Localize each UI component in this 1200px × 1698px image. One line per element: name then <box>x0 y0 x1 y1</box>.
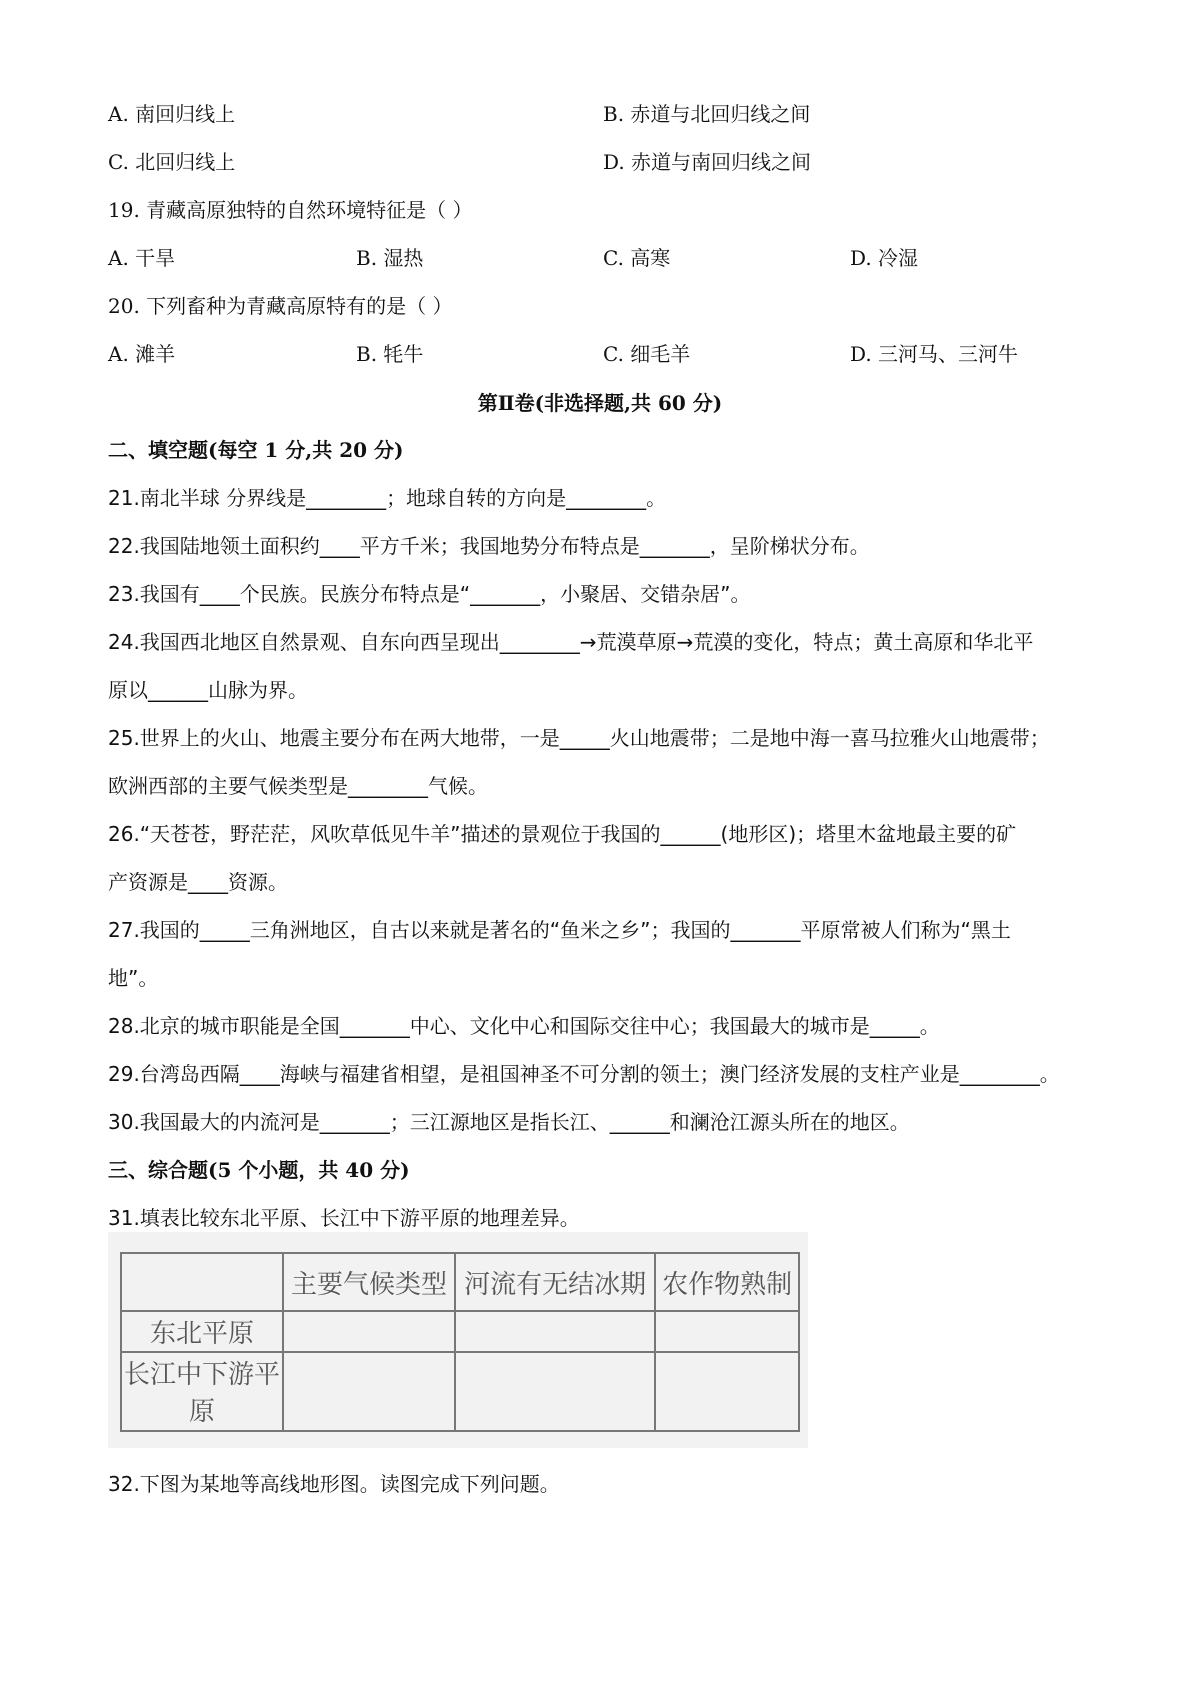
table-header-cell: 农作物熟制 <box>655 1253 799 1311</box>
q32-stem: 32.下图为某地等高线地形图。读图完成下列问题。 <box>108 1472 560 1496</box>
part2-title: 第Ⅱ卷(非选择题,共 60 分) <box>477 391 723 415</box>
q20-option-c: C. 细毛羊 <box>603 342 691 366</box>
table-row-label: 长江中下游平原 <box>121 1352 283 1431</box>
table-header-cell: 河流有无结冰期 <box>455 1253 655 1311</box>
q19-option-d: D. 冷湿 <box>850 246 919 270</box>
q18-option-b: B. 赤道与北回归线之间 <box>603 102 811 126</box>
q19-option-a: A. 干旱 <box>108 246 176 270</box>
fill-line-29: 29.台湾岛西隔____海峡与福建省相望，是祖国神圣不可分割的领土；澳门经济发展的支柱产业是________。 <box>108 1062 1060 1086</box>
section3-title: 三、综合题(5 个小题，共 40 分) <box>108 1158 410 1182</box>
q19-option-c: C. 高寒 <box>603 246 671 270</box>
comparison-table <box>120 1252 800 1432</box>
table-cell <box>455 1311 655 1352</box>
fill-line-28: 28.北京的城市职能是全国_______中心、文化中心和国际交往中心；我国最大的城市是_____。 <box>108 1014 940 1038</box>
q20-stem: 20. 下列畜种为青藏高原特有的是（ ） <box>108 294 453 318</box>
table-header-cell: 主要气候类型 <box>283 1253 455 1311</box>
fill-line-30: 30.我国最大的内流河是_______；三江源地区是指长江、______和澜沧江源头所在的地区。 <box>108 1110 910 1134</box>
q19-stem: 19. 青藏高原独特的自然环境特征是（ ） <box>108 198 473 222</box>
fill-line-25a: 25.世界上的火山、地震主要分布在两大地带，一是_____火山地震带；二是地中海一喜马拉雅火山地震带； <box>108 726 1050 750</box>
table-cell <box>283 1311 455 1352</box>
table-cell <box>283 1352 455 1431</box>
table-header-row <box>121 1253 799 1311</box>
q19-option-b: B. 湿热 <box>356 246 424 270</box>
section2-title: 二、填空题(每空 1 分,共 20 分) <box>108 438 404 462</box>
table-header-cell <box>121 1253 283 1311</box>
q20-option-b: B. 牦牛 <box>356 342 424 366</box>
table-row <box>121 1352 799 1431</box>
fill-line-26b: 产资源是____资源。 <box>108 870 288 894</box>
q18-option-a: A. 南回归线上 <box>108 102 236 126</box>
fill-line-25b: 欧洲西部的主要气候类型是________气候。 <box>108 774 488 798</box>
fill-line-27b: 地”。 <box>108 966 159 990</box>
q20-option-a: A. 滩羊 <box>108 342 176 366</box>
fill-line-26a: 26.“天苍苍，野茫茫，风吹草低见牛羊”描述的景观位于我国的______(地形区)；塔里木盆地最主要的矿 <box>108 822 1017 846</box>
fill-line-21: 21.南北半球 分界线是________；地球自转的方向是________。 <box>108 486 667 510</box>
fill-line-23: 23.我国有____个民族。民族分布特点是“_______，小聚居、交错杂居”。 <box>108 582 751 606</box>
fill-line-22: 22.我国陆地领土面积约____平方千米；我国地势分布特点是_______，呈阶梯状分布。 <box>108 534 870 558</box>
table-row-label: 东北平原 <box>121 1311 283 1352</box>
q31-scanned-table <box>108 1232 808 1448</box>
fill-line-24b: 原以______山脉为界。 <box>108 678 308 702</box>
table-cell <box>455 1352 655 1431</box>
q18-option-d: D. 赤道与南回归线之间 <box>603 150 812 174</box>
fill-line-27a: 27.我国的_____三角洲地区，自古以来就是著名的“鱼米之乡”；我国的_______平原常被人们称为“黑土 <box>108 918 1011 942</box>
table-cell <box>655 1352 799 1431</box>
q18-option-c: C. 北回归线上 <box>108 150 236 174</box>
fill-line-24a: 24.我国西北地区自然景观、自东向西呈现出________→荒漠草原→荒漠的变化，特点；黄土高原和华北平 <box>108 630 1034 654</box>
table-cell <box>655 1311 799 1352</box>
q31-stem: 31.填表比较东北平原、长江中下游平原的地理差异。 <box>108 1206 580 1230</box>
q20-option-d: D. 三河马、三河牛 <box>850 342 1019 366</box>
table-row <box>121 1311 799 1352</box>
